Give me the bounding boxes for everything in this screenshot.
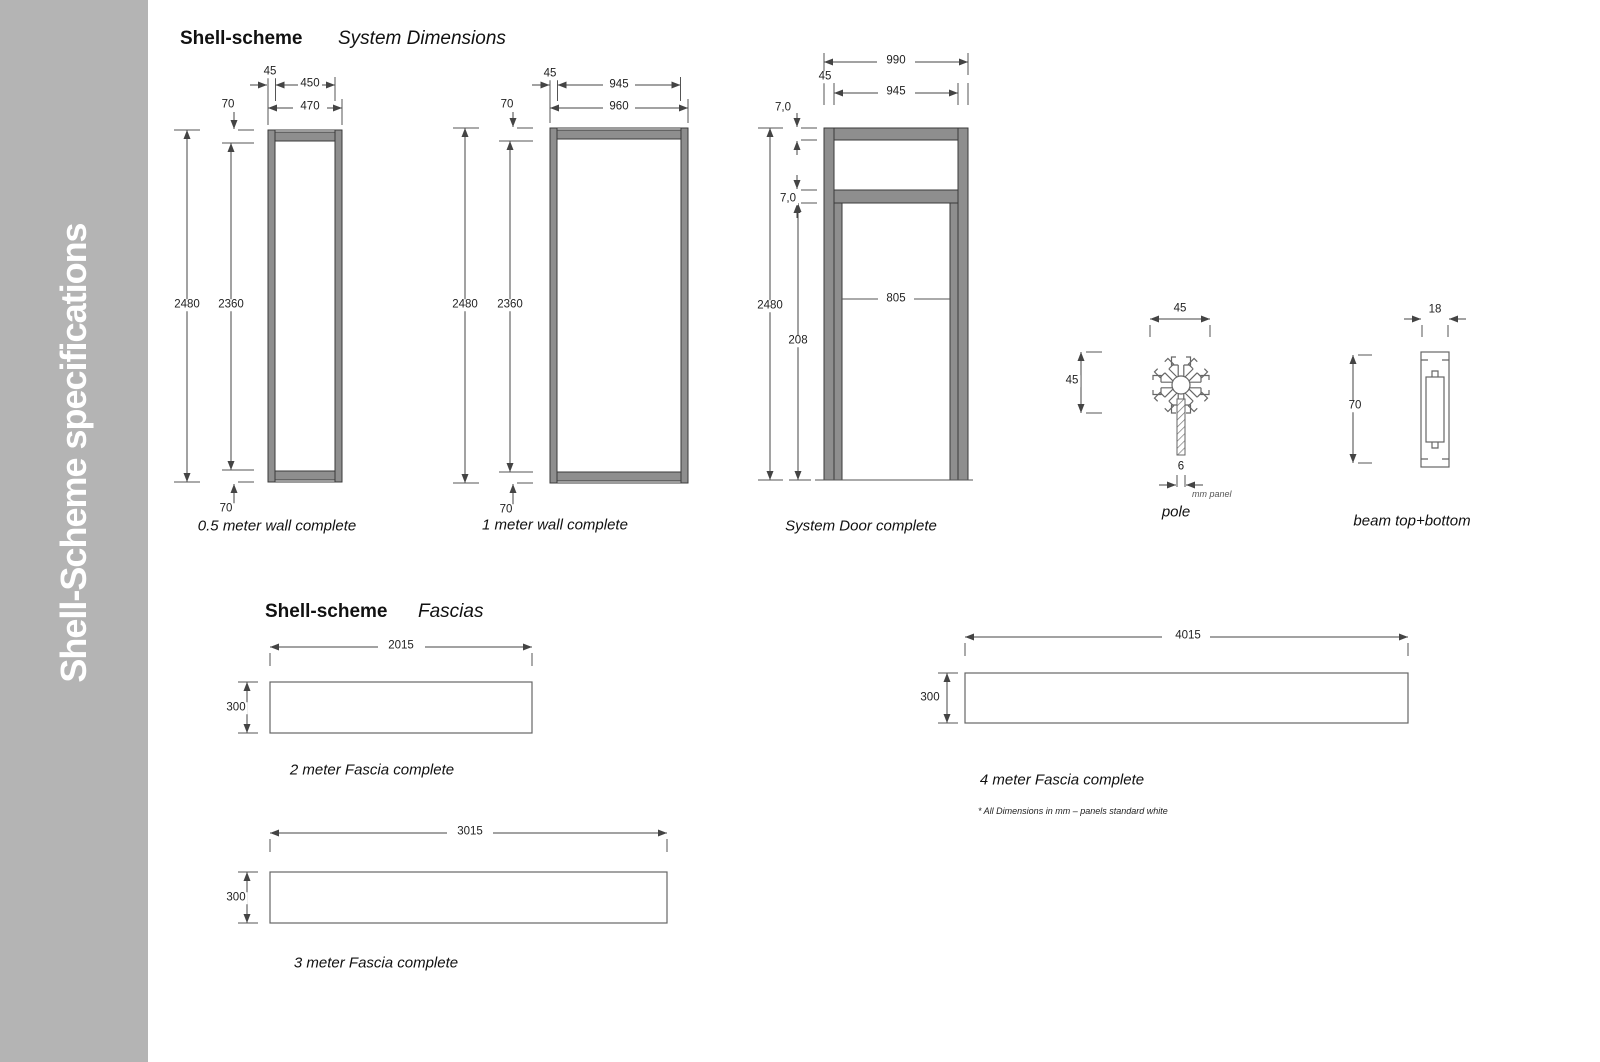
dimensions-footnote: * All Dimensions in mm – panels standard white	[978, 806, 1168, 816]
pole-panel-note: mm panel	[1192, 489, 1232, 499]
beam-dim-width: 18	[1428, 303, 1442, 316]
fascia2-dim-width: 2015	[388, 639, 414, 652]
door-dim-rail-top: 7,0	[775, 101, 791, 114]
fascia3-dim-width: 3015	[457, 825, 483, 838]
wall05-dim-inner-height: 2360	[218, 298, 244, 311]
door-dim-rail-mid: 7,0	[780, 192, 796, 205]
pole-dim-height: 45	[1065, 374, 1079, 387]
system-section-subtitle: System Dimensions	[338, 28, 506, 49]
beam-dim-height: 70	[1348, 399, 1362, 412]
fascia2-dim-height: 300	[226, 701, 246, 714]
fascia4-dim-width: 4015	[1175, 629, 1201, 642]
wall1-dim-post: 45	[543, 67, 557, 80]
wall-05-drawing	[160, 55, 380, 535]
wall05-dim-post: 45	[263, 65, 277, 78]
system-section-title: Shell-scheme	[180, 28, 303, 49]
fascia-3m-drawing	[220, 820, 680, 935]
pole-caption: pole	[1161, 503, 1191, 521]
wall-1m-drawing	[435, 55, 715, 535]
pole-dim-width: 45	[1173, 302, 1187, 315]
fascia4-caption: 4 meter Fascia complete	[979, 771, 1145, 789]
door-dim-overall-width: 990	[886, 54, 906, 67]
fascia3-caption: 3 meter Fascia complete	[293, 954, 459, 972]
door-dim-panel-width: 945	[886, 85, 906, 98]
wall1-dim-inner-height: 2360	[497, 298, 523, 311]
sidebar-vertical-title: Shell-Scheme specifications	[53, 223, 94, 683]
door-dim-outer-height: 2480	[757, 299, 783, 312]
wall05-dim-outer-height: 2480	[174, 298, 200, 311]
door-caption: System Door complete	[785, 517, 937, 535]
door-dim-leaf-width: 805	[886, 292, 906, 305]
wall1-dim-panel-width: 945	[609, 78, 629, 91]
wall1-dim-overall-width: 960	[609, 100, 629, 113]
door-dim-opening-height: 208	[788, 334, 808, 347]
wall05-caption: 0.5 meter wall complete	[197, 517, 357, 535]
pole-dim-panel-thickness: 6	[1177, 460, 1185, 473]
wall1-caption: 1 meter wall complete	[482, 516, 628, 534]
fascia-2m-drawing	[220, 630, 550, 745]
fascia-section-title: Shell-scheme	[265, 601, 388, 622]
wall1-dim-rail-bottom: 70	[499, 503, 513, 516]
wall05-dim-overall-width: 470	[300, 100, 320, 113]
sidebar	[0, 0, 148, 1062]
pole-drawing	[1040, 295, 1290, 520]
fascia3-dim-height: 300	[226, 891, 246, 904]
fascia2-caption: 2 meter Fascia complete	[289, 761, 455, 779]
door-dim-post: 45	[818, 70, 832, 83]
wall1-dim-outer-height: 2480	[452, 298, 478, 311]
fascia-4m-drawing	[910, 585, 1450, 735]
wall05-dim-rail-top: 70	[221, 98, 235, 111]
wall1-dim-rail-top: 70	[500, 98, 514, 111]
beam-caption: beam top+bottom	[1353, 512, 1471, 530]
fascia4-dim-height: 300	[920, 691, 940, 704]
wall05-dim-panel-width: 450	[300, 77, 320, 90]
wall05-dim-rail-bottom: 70	[219, 502, 233, 515]
fascia-section-subtitle: Fascias	[418, 601, 484, 622]
door-drawing	[715, 35, 985, 505]
